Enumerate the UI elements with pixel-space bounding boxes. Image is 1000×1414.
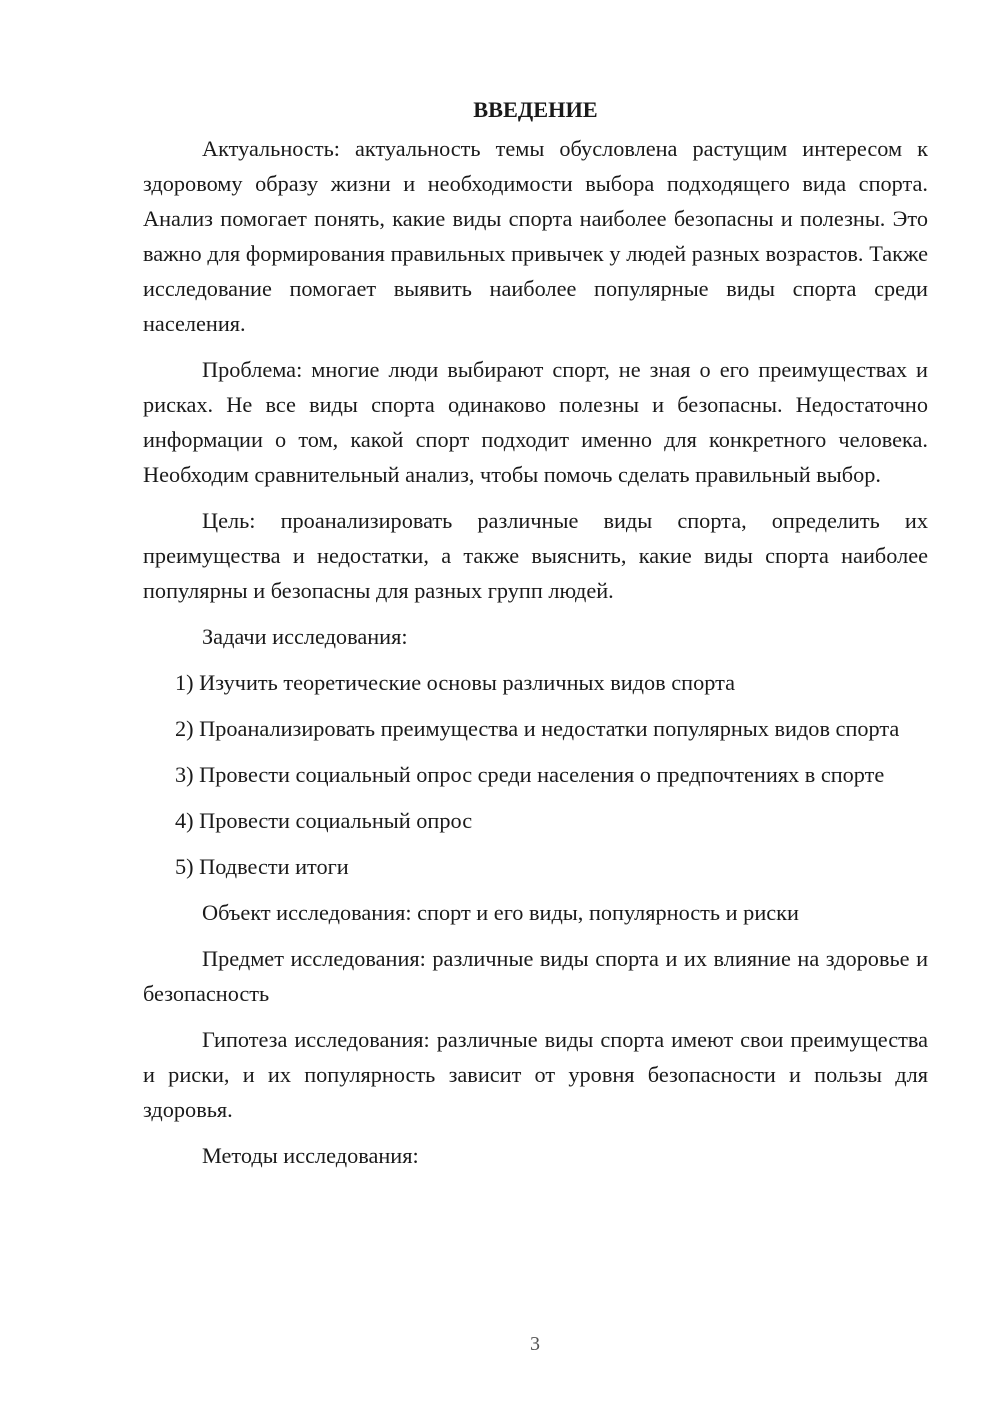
page-content: [143, 92, 928, 1184]
section-title: ВВЕДЕНИЕ: [473, 97, 598, 122]
task-item: 3) Провести социальный опрос среди населения о предпочтениях в спорте: [175, 762, 885, 787]
task-item: 1) Изучить теоретические основы различных видов спорта: [175, 670, 736, 695]
hypothesis-paragraph: Гипотеза исследования: различные виды спорта имеют свои преимущества и риски, и их популярность зависит от уровня безопасности и пользы для здоровья.: [143, 1027, 928, 1122]
task-item: 4) Провести социальный опрос: [175, 808, 473, 833]
problem-paragraph: Проблема: многие люди выбирают спорт, не зная о его преимуществах и рисках. Не все виды спорта одинаково полезны и безопасны. Недостаточно информации о том, какой спорт подходит именно для конкретного человека. Необходим сравнительный анализ, чтобы помочь сделать правильный выбор.: [143, 357, 928, 487]
object-paragraph: Объект исследования: спорт и его виды, популярность и риски: [202, 900, 799, 925]
tasks-heading: Задачи исследования:: [202, 624, 408, 649]
task-item: 5) Подвести итоги: [175, 854, 349, 879]
relevance-paragraph: Актуальность: актуальность темы обусловлена растущим интересом к здоровому образу жизни и необходимости выбора подходящего вида спорта. Анализ помогает понять, какие виды спорта наиболее безопасны и полезны. Это важно для формирования правильных привычек у людей разных возрастов. Также исследование помогает выявить наиболее популярные виды спорта среди населения.: [143, 136, 928, 336]
goal-paragraph: Цель: проанализировать различные виды спорта, определить их преимущества и недостатки, а также выяснить, какие виды спорта наиболее популярны и безопасны для разных групп людей.: [143, 508, 928, 603]
page-number: 3: [530, 1333, 540, 1355]
subject-paragraph: Предмет исследования: различные виды спорта и их влияние на здоровье и безопасность: [143, 946, 928, 1006]
task-item: 2) Проанализировать преимущества и недостатки популярных видов спорта: [175, 716, 900, 741]
methods-heading: Методы исследования:: [202, 1143, 419, 1168]
